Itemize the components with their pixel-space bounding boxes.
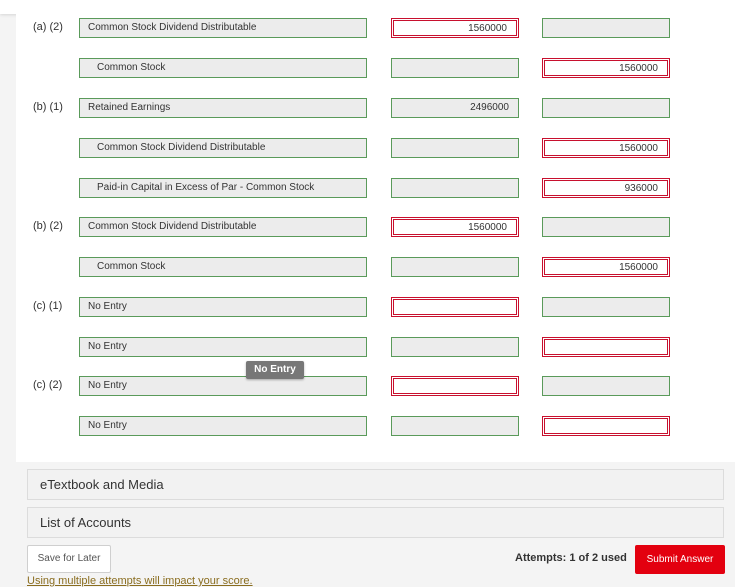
credit-input[interactable]: 936000 — [542, 178, 670, 198]
part-label: (a) (2) — [33, 21, 63, 33]
credit-input[interactable] — [542, 98, 670, 118]
credit-input[interactable]: 1560000 — [542, 257, 670, 277]
entry-row — [0, 416, 735, 438]
credit-input[interactable] — [542, 217, 670, 237]
entry-row — [0, 18, 735, 40]
account-tooltip: No Entry — [246, 361, 304, 379]
part-label: (c) (1) — [33, 300, 63, 312]
part-label: (c) (2) — [33, 379, 63, 391]
account-select[interactable]: No Entry — [79, 376, 367, 396]
debit-input[interactable] — [391, 337, 519, 357]
entry-row — [0, 217, 735, 239]
credit-input[interactable] — [542, 18, 670, 38]
account-select[interactable]: No Entry — [79, 337, 367, 357]
debit-input[interactable] — [391, 58, 519, 78]
debit-input[interactable] — [391, 257, 519, 277]
top-bar — [0, 0, 735, 14]
etextbook-section[interactable]: eTextbook and Media — [27, 469, 724, 500]
account-select[interactable]: No Entry — [79, 416, 367, 436]
entry-row — [0, 376, 735, 398]
account-select[interactable]: Common Stock Dividend Distributable — [79, 217, 367, 237]
attempts-warning: Using multiple attempts will impact your score. — [27, 575, 253, 587]
debit-input[interactable] — [391, 297, 519, 317]
entry-row — [0, 58, 735, 80]
debit-input[interactable] — [391, 138, 519, 158]
account-select[interactable]: No Entry — [79, 297, 367, 317]
debit-input[interactable]: 1560000 — [391, 18, 519, 38]
entry-row — [0, 178, 735, 200]
debit-input[interactable]: 2496000 — [391, 98, 519, 118]
account-select[interactable]: Common Stock — [79, 257, 367, 277]
debit-input[interactable] — [391, 376, 519, 396]
save-for-later-button[interactable]: Save for Later — [27, 545, 111, 573]
credit-input[interactable] — [542, 297, 670, 317]
credit-input[interactable] — [542, 416, 670, 436]
entry-row — [0, 297, 735, 319]
credit-input[interactable] — [542, 337, 670, 357]
debit-input[interactable] — [391, 416, 519, 436]
part-label: (b) (2) — [33, 220, 63, 232]
entry-row — [0, 138, 735, 160]
account-select[interactable]: Common Stock Dividend Distributable — [79, 138, 367, 158]
account-select[interactable]: Retained Earnings — [79, 98, 367, 118]
entry-row — [0, 257, 735, 279]
submit-answer-button[interactable]: Submit Answer — [635, 545, 725, 574]
debit-input[interactable]: 1560000 — [391, 217, 519, 237]
debit-input[interactable] — [391, 178, 519, 198]
credit-input[interactable]: 1560000 — [542, 138, 670, 158]
entry-row — [0, 337, 735, 359]
list-of-accounts-section[interactable]: List of Accounts — [27, 507, 724, 538]
account-select[interactable]: Paid-in Capital in Excess of Par - Common Stock — [79, 178, 367, 198]
attempts-counter: Attempts: 1 of 2 used — [515, 552, 627, 564]
account-select[interactable]: Common Stock Dividend Distributable — [79, 18, 367, 38]
credit-input[interactable]: 1560000 — [542, 58, 670, 78]
credit-input[interactable] — [542, 376, 670, 396]
entry-row — [0, 98, 735, 120]
part-label: (b) (1) — [33, 101, 63, 113]
account-select[interactable]: Common Stock — [79, 58, 367, 78]
